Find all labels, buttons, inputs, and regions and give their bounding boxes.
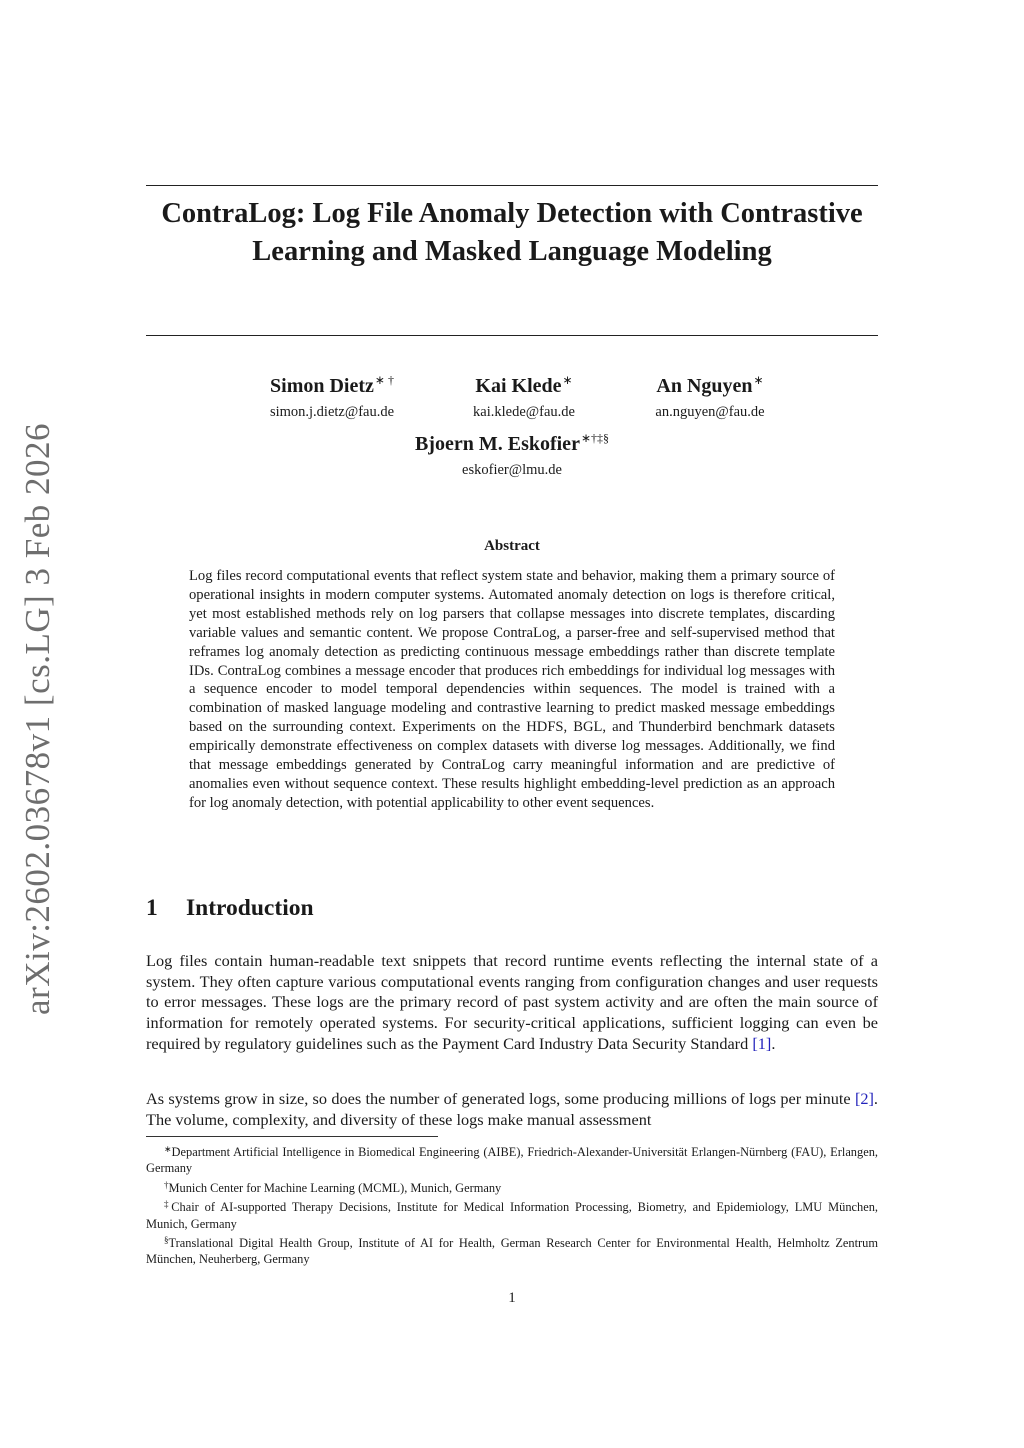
author-email[interactable]: an.nguyen@fau.de	[655, 404, 765, 420]
author-name: Bjoern M. Eskofier∗†‡§	[414, 431, 610, 455]
title-top-rule	[146, 185, 878, 186]
author-email[interactable]: kai.klede@fau.de	[473, 404, 575, 420]
footnote: ‡Chair of AI-supported Therapy Decisions, Institute for Medical Information Processing, Biometry, and Epidemiology, LMU München, Munich, Germany	[146, 1199, 879, 1231]
title-bottom-rule	[146, 335, 878, 336]
citation-link[interactable]: [2]	[854, 1089, 874, 1108]
footnotes	[146, 1141, 878, 1268]
author-email[interactable]: simon.j.dietz@fau.de	[269, 404, 395, 420]
intro-paragraph: As systems grow in size, so does the number of generated logs, some producing millions of logs per minute [2]. The volume, complexity, and diversity of these logs make manual assessment	[146, 1089, 878, 1129]
section-heading	[146, 893, 878, 923]
author-block	[232, 368, 432, 422]
abstract-text: Log files record computational events that reflect system state and behavior, making them a primary source of operational insights in modern computer systems. Automated anomaly detection on logs is therefore critical, yet most established methods rely on log parsers that collapse messages into discrete templates, discarding variable values and semantic content. We propose ContraLog, a parser-free and self-supervised method that reframes log anomaly detection as predicting continuous message embeddings rather than discrete template IDs. ContraLog combines a message encoder that produces rich embeddings for individual log messages with a sequence encoder to model temporal dependencies within sequences. The model is trained with a combination of masked language modeling and contrastive learning to predict masked message embeddings based on the surrounding context. Experiments on the HDFS, BGL, and Thunderbird benchmark datasets empirically demonstrate effectiveness on complex datasets with diverse log messages. Additionally, we find that message embeddings generated by ContraLog carry meaningful information and are predictive of anomalies even without sequence context. These results highlight embedding-level prediction as an approach for log anomaly detection, with potential applicability to other event sequences.	[189, 568, 835, 811]
paper-title: ContraLog: Log File Anomaly Detection with Contrastive Learning and Masked Language Modeling	[161, 198, 863, 267]
author-name: Simon Dietz∗ †	[270, 373, 394, 397]
intro-paragraph: Log files contain human-readable text snippets that record runtime events reflecting the internal state of a system. They often capture various computational events ranging from configuration changes and user requests to error messages. These logs are the primary record of past system activity and are often the main source of information for remotely operated systems. For security-critical applications, sufficient logging can even be required by regulatory guidelines such as the Payment Card Industry Data Security Standard [1].	[146, 951, 878, 1053]
footnote: §Translational Digital Health Group, Institute of AI for Health, German Research Center for Environmental Health, Helmholtz Zentrum München, Neuherberg, Germany	[146, 1235, 878, 1267]
footnote-rule	[146, 1136, 438, 1137]
section-number: 1	[146, 895, 158, 921]
author-email[interactable]: eskofier@lmu.de	[462, 462, 562, 478]
arxiv-stamp: arXiv:2602.03678v1 [cs.LG] 3 Feb 2026	[18, 422, 57, 1015]
author-block	[620, 368, 800, 422]
abstract-heading: Abstract	[484, 538, 540, 554]
section-title: Introduction	[186, 895, 314, 921]
author-name: An Nguyen∗	[656, 373, 764, 397]
page-number: 1	[508, 1290, 516, 1306]
footnote: †Munich Center for Machine Learning (MCML), Munich, Germany	[164, 1179, 502, 1195]
author-name: Kai Klede∗	[475, 373, 573, 397]
author-block	[382, 426, 642, 480]
footnote: ∗Department Artificial Intelligence in Biomedical Engineering (AIBE), Friedrich-Alexander-Universität Erlangen-Nürnberg (FAU), Erlangen, Germany	[146, 1144, 878, 1176]
citation-link[interactable]: [1]	[752, 1033, 772, 1053]
author-block	[434, 368, 614, 422]
